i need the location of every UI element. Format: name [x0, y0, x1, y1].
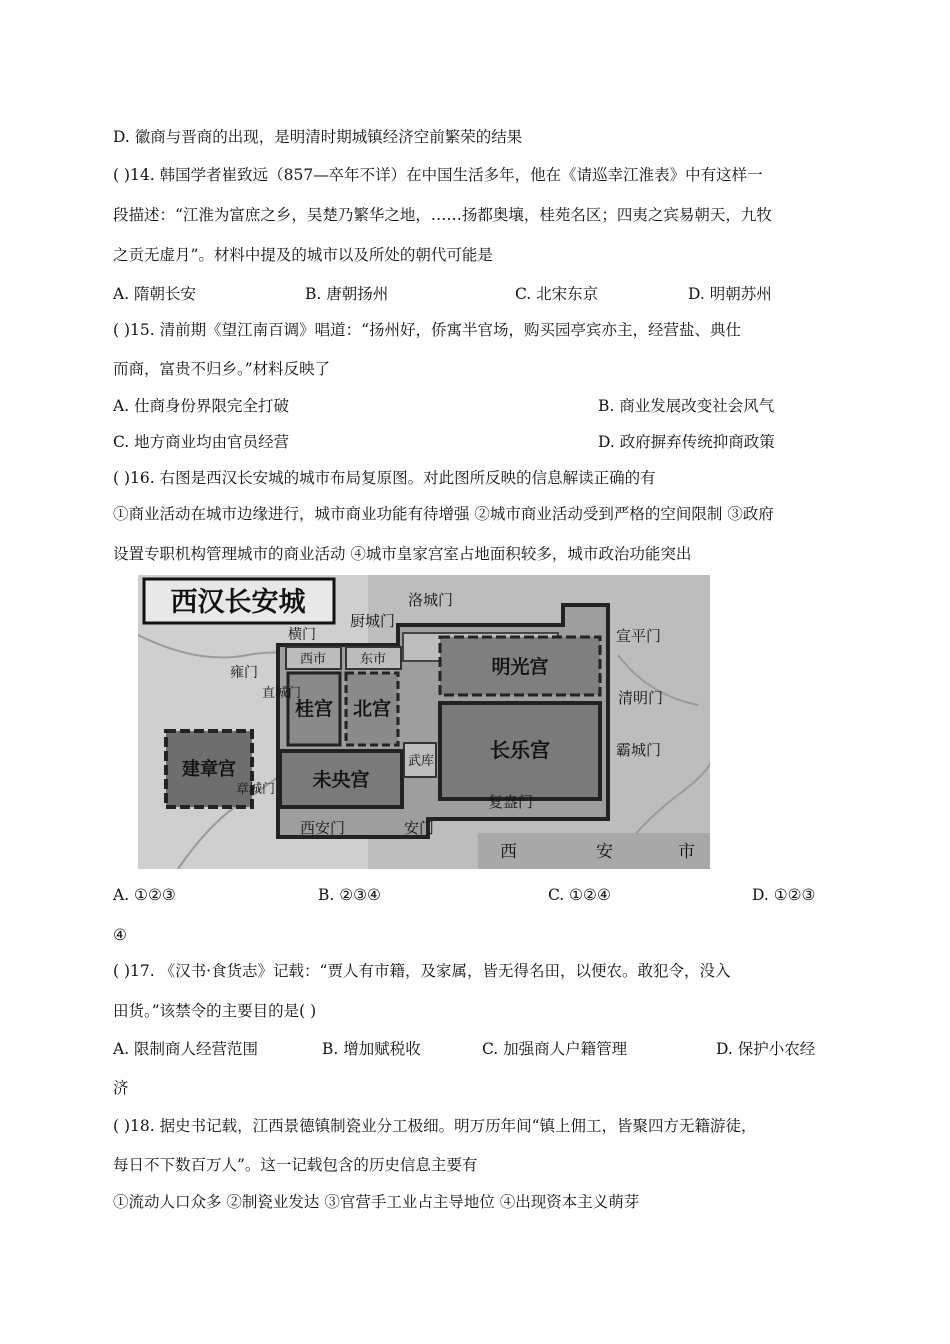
- q17-option-a: A. 限制商人经营范围: [113, 1040, 259, 1058]
- q18-stem-line-1: ( )18. 据史书记载，江西景德镇制瓷业分工极细。明万历年间“镇上佣工，皆聚四方无籍游徒，: [113, 1117, 757, 1135]
- q17-option-d: D. 保护小农经: [716, 1040, 816, 1058]
- map-label-xian: 西安门: [300, 819, 346, 837]
- q14-option-d: D. 明朝苏州: [688, 285, 772, 303]
- map-label-jianzhang: 建章宫: [182, 759, 236, 780]
- map-label-bacheng: 霸城门: [616, 741, 662, 759]
- q18-statements: ①流动人口众多 ②制瓷业发达 ③官营手工业占主导地位 ④出现资本主义萌芽: [113, 1193, 640, 1211]
- q16-option-b: B. ②③④: [318, 886, 381, 904]
- q15-stem-line-1: ( )15. 清前期《望江南百调》唱道：“扬州好，侨寓半官场，购买园亭宾亦主，经营盐、典仕: [113, 321, 742, 339]
- q16-stem-line-1: ( )16. 右图是西汉长安城的城市布局复原图。对此图所反映的信息解读正确的有: [113, 469, 656, 487]
- map-label-changle: 长乐宫: [490, 738, 550, 762]
- q15-stem-line-2: 而商，富贵不归乡。”材料反映了: [113, 360, 331, 378]
- q16-option-d: D. ①②③: [752, 886, 816, 904]
- map-label-xishi: 西市: [299, 652, 327, 667]
- q16-stem-line-2: ①商业活动在城市边缘进行，城市商业功能有待增强 ②城市商业活动受到严格的空间限制 ③政府: [113, 505, 774, 523]
- map-title: 西汉长安城: [170, 587, 306, 618]
- map-label-heng: 横门: [288, 627, 316, 643]
- map-label-chucheng: 厨城门: [350, 612, 396, 630]
- map-label-weiyang: 未央宫: [312, 769, 370, 791]
- q15-option-c: C. 地方商业均由官员经营: [113, 433, 290, 451]
- map-label-qingming: 清明门: [618, 689, 664, 707]
- map-label-yong: 雍门: [230, 665, 258, 681]
- changan-city-map: [138, 575, 710, 869]
- map-label-bei: 北宫: [352, 698, 392, 720]
- map-label-wuku: 武库: [408, 754, 435, 769]
- map-label-an: 安门: [404, 819, 435, 837]
- q15-option-d: D. 政府摒弃传统抑商政策: [598, 433, 775, 451]
- map-label-dongshi: 东市: [359, 652, 387, 667]
- map-label-zhicheng: 直城门: [262, 686, 302, 701]
- q16-option-c: C. ①②④: [548, 886, 611, 904]
- map-label-luocheng: 洛城门: [408, 591, 454, 609]
- map-label-xuanping: 宣平门: [616, 627, 662, 645]
- q17-stem-line-2: 田货。”该禁令的主要目的是( ): [113, 1002, 317, 1020]
- q14-option-c: C. 北宋东京: [515, 285, 599, 303]
- q15-option-b: B. 商业发展改变社会风气: [598, 397, 775, 415]
- q17-option-d-wrap: 济: [113, 1079, 129, 1097]
- map-label-fuang: 复盎门: [488, 793, 534, 811]
- q16-option-a: A. ①②③: [113, 886, 176, 904]
- map-label-anchar: 安: [596, 842, 613, 862]
- map-label-gui: 桂宫: [294, 698, 334, 720]
- q15-option-a: A. 仕商身份界限完全打破: [113, 397, 290, 415]
- map-label-minguang: 明光宫: [491, 656, 549, 678]
- q14-stem-line-2: 段描述：“江淮为富庶之乡，吴楚乃繁华之地，……扬都奥壤，桂苑名区；四夷之宾易朝天，九牧: [113, 206, 772, 224]
- map-label-xi: 西: [500, 842, 517, 862]
- q17-option-b: B. 增加赋税收: [322, 1040, 421, 1058]
- map-label-zhang: 章城门: [236, 782, 276, 797]
- q14-stem-line-3: 之贡无虚月”。材料中提及的城市以及所处的朝代可能是: [113, 246, 493, 264]
- q17-option-c: C. 加强商人户籍管理: [482, 1040, 628, 1058]
- q16-stem-line-3: 设置专职机构管理城市的商业活动 ④城市皇家宫室占地面积较多，城市政治功能突出: [113, 545, 692, 563]
- q17-stem-line-1: ( )17. 《汉书·食货志》记载：“贾人有市籍，及家属，皆无得名田，以便农。敢犯令，没入: [113, 962, 731, 980]
- q18-stem-line-2: 每日不下数百万人”。这一记载包含的历史信息主要有: [113, 1156, 478, 1174]
- q13-option-d: D. 徽商与晋商的出现，是明清时期城镇经济空前繁荣的结果: [113, 128, 523, 146]
- q14-stem-line-1: ( )14. 韩国学者崔致远（857—卒年不详）在中国生活多年，他在《请巡幸江淮表》中有这样一: [113, 166, 763, 184]
- q14-option-a: A. 隋朝长安: [113, 285, 197, 303]
- q16-option-d-wrap: ④: [113, 926, 127, 944]
- map-label-shi: 市: [678, 842, 695, 862]
- q14-option-b: B. 唐朝扬州: [305, 285, 389, 303]
